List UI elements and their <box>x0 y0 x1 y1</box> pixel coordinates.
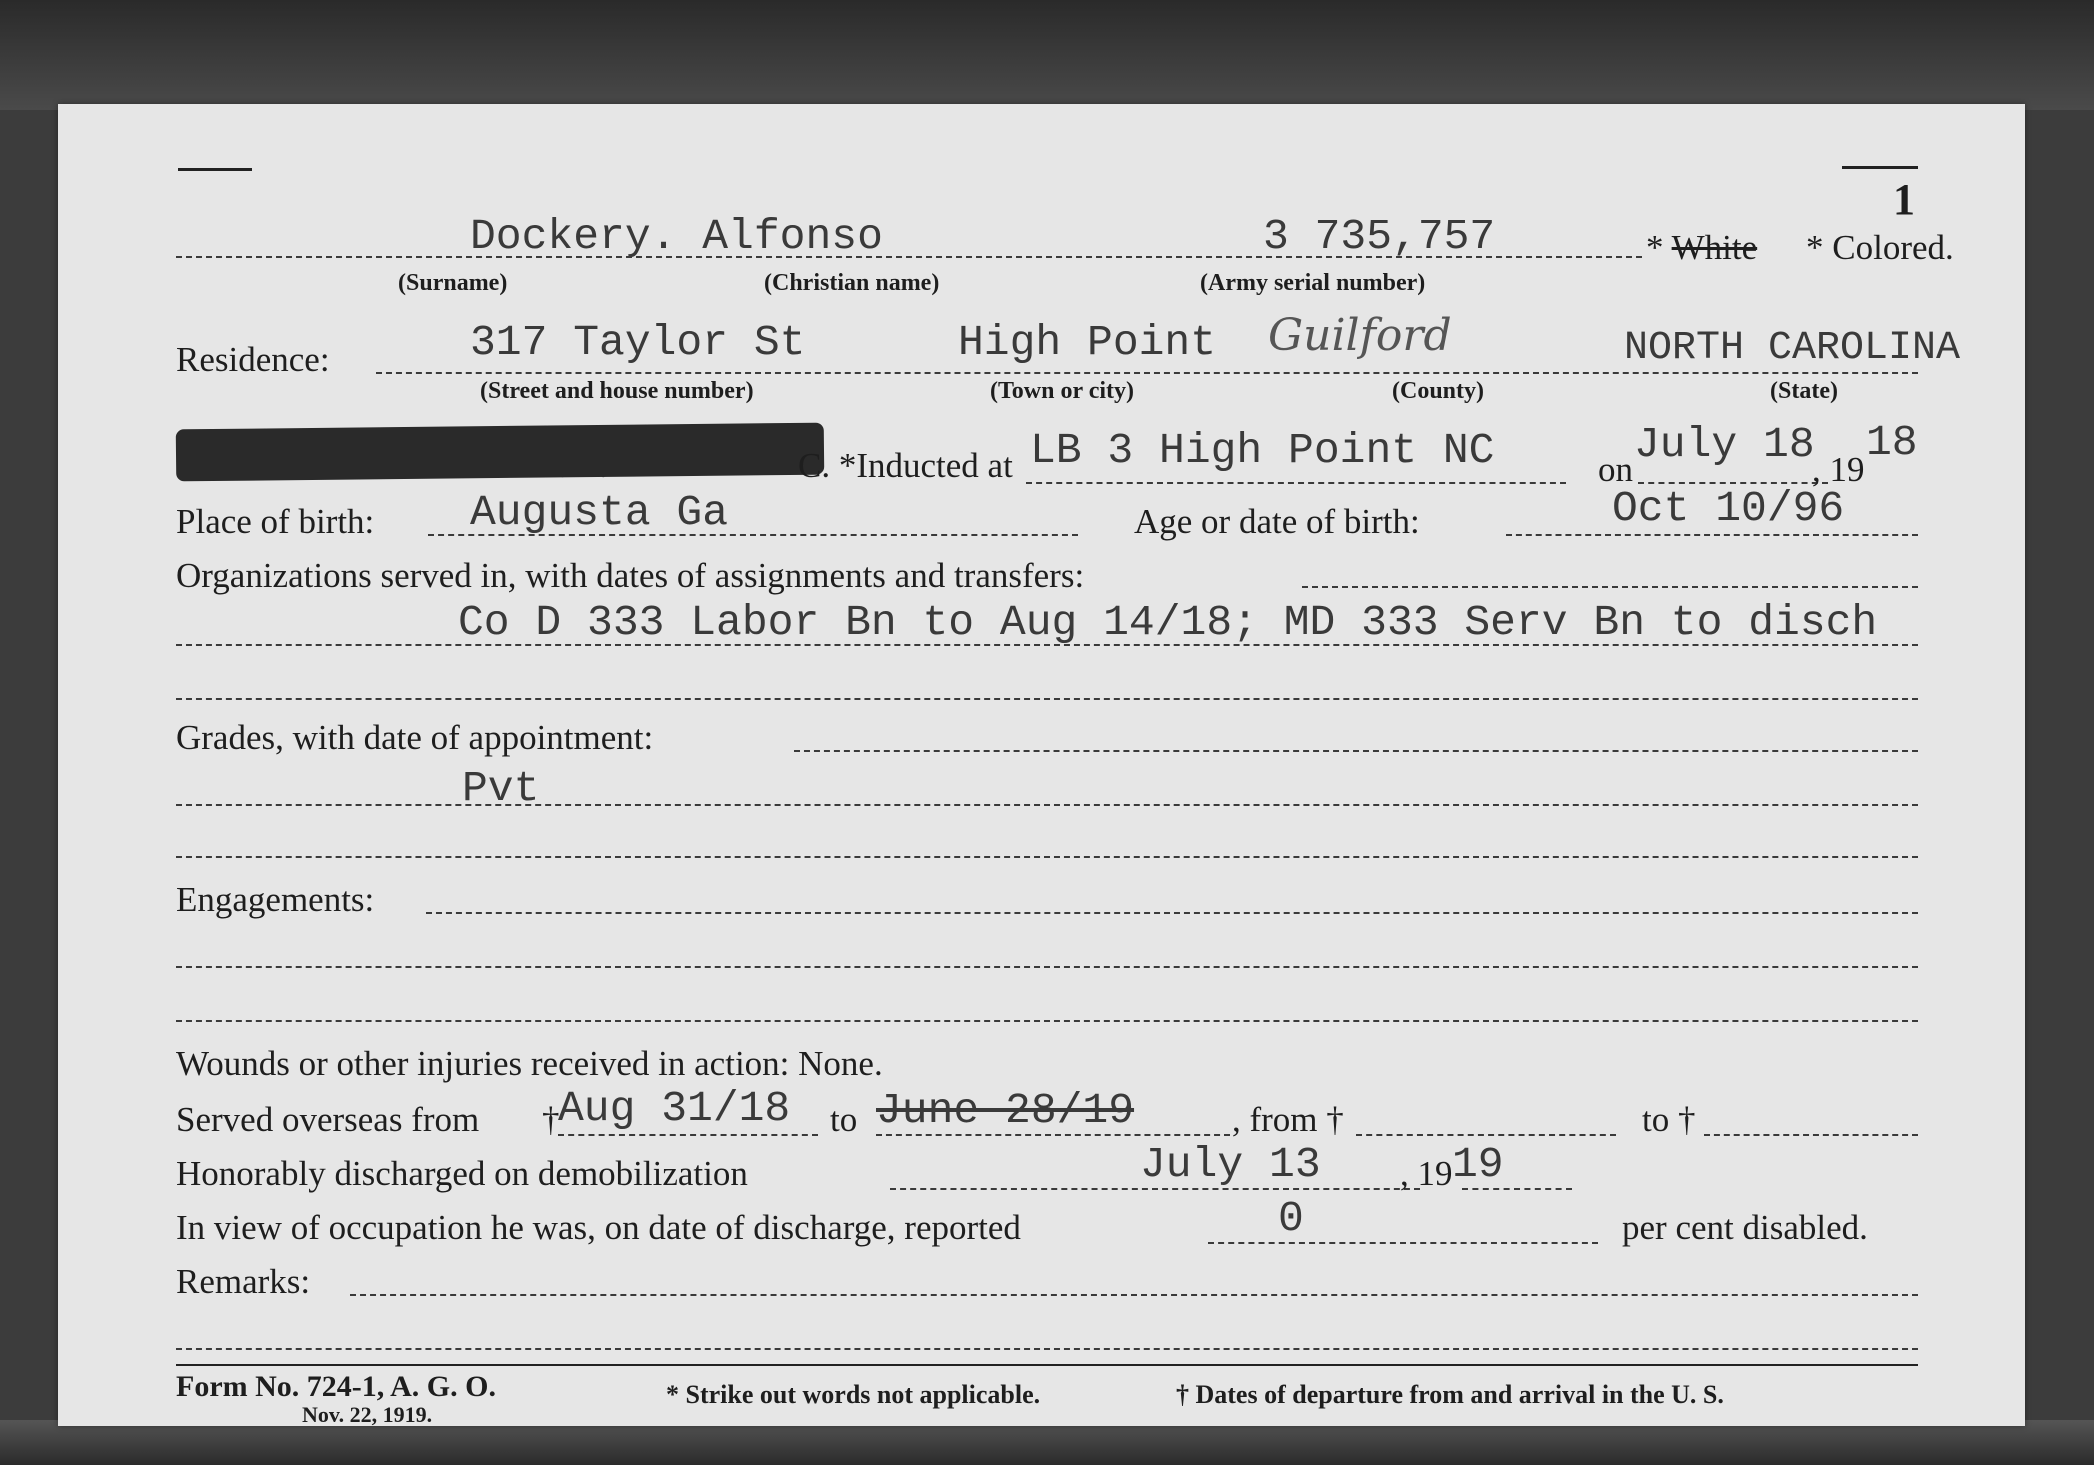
birth-place-label: Place of birth: <box>176 502 375 541</box>
overseas-to-label: to <box>830 1100 858 1139</box>
discharge-label: Honorably discharged on demobilization <box>176 1154 748 1193</box>
grades-line-2 <box>176 804 1918 806</box>
remarks-line-1 <box>350 1294 1918 1296</box>
caption-serial: (Army serial number) <box>1200 270 1426 296</box>
grades-line-3 <box>176 856 1918 858</box>
birth-date-label: Age or date of birth: <box>1134 502 1420 541</box>
birth-date: Oct 10/96 <box>1612 484 1845 533</box>
caption-christian-name: (Christian name) <box>764 270 940 296</box>
organizations-line-3 <box>176 698 1918 700</box>
overseas-to2-line <box>1704 1134 1918 1136</box>
service-record-card <box>58 104 2025 1426</box>
organizations-value: Co D 333 Labor Bn to Aug 14/18; MD 333 Serv Bn to disch <box>458 598 1878 647</box>
race-white-label: White <box>1671 228 1758 267</box>
caption-street: (Street and house number) <box>480 378 754 404</box>
caption-town: (Town or city) <box>990 378 1134 404</box>
disability-line <box>1208 1242 1598 1244</box>
wounds-label: Wounds or other injuries received in action: None. <box>176 1044 883 1083</box>
discharge-year-prefix: , 19 <box>1400 1154 1453 1193</box>
induction-on-label: on <box>1598 450 1633 489</box>
residence-line <box>376 372 1918 374</box>
remarks-label: Remarks: <box>176 1262 311 1301</box>
induction-year: 18 <box>1866 418 1918 467</box>
form-date: Nov. 22, 1919. <box>302 1402 433 1427</box>
race-marker: * <box>1646 228 1664 267</box>
note-strike-out: * Strike out words not applicable. <box>666 1380 1041 1409</box>
caption-state: (State) <box>1770 378 1838 404</box>
birth-place: Augusta Ga <box>470 488 729 537</box>
overseas-from2-label: , from † <box>1232 1100 1344 1139</box>
card-number: 1 <box>1893 175 1915 224</box>
engagements-line-2 <box>176 966 1918 968</box>
disability-value: 0 <box>1278 1194 1304 1243</box>
induction-year-prefix: , 19 <box>1812 450 1865 489</box>
induction-place: LB 3 High Point NC <box>1030 426 1495 475</box>
caption-county: (County) <box>1392 378 1485 404</box>
engagements-line-1 <box>426 912 1918 914</box>
organizations-line-1 <box>1302 586 1918 588</box>
footer-rule <box>176 1364 1918 1366</box>
birth-date-line <box>1506 534 1918 536</box>
caption-surname: (Surname) <box>398 270 508 296</box>
residence-street: 317 Taylor St <box>470 318 806 367</box>
overseas-to2-label: to † <box>1642 1100 1696 1139</box>
residence-label: Residence: <box>176 340 330 379</box>
overseas-from-date: Aug 31/18 <box>558 1084 791 1133</box>
induction-date: July 18 <box>1634 420 1815 469</box>
race-colored: * Colored. <box>1806 228 1954 267</box>
overseas-dagger: † <box>542 1100 560 1139</box>
grades-label: Grades, with date of appointment: <box>176 718 654 757</box>
top-right-rule <box>1842 166 1918 169</box>
residence-state: NORTH CAROLINA <box>1624 326 1961 371</box>
grades-line-1 <box>794 750 1918 752</box>
top-left-rule <box>178 168 252 171</box>
overseas-to-date: June 28/19 <box>876 1086 1135 1135</box>
organizations-label: Organizations served in, with dates of assignments and transfers: <box>176 556 1085 595</box>
note-dates: † Dates of departure from and arrival in the U. S. <box>1176 1380 1724 1409</box>
surname-given-value: Dockery. Alfonso <box>470 212 883 261</box>
engagements-line-3 <box>176 1020 1918 1022</box>
overseas-label: Served overseas from <box>176 1100 480 1139</box>
discharge-year: 19 <box>1452 1140 1504 1189</box>
overseas-from2-line <box>1356 1134 1616 1136</box>
race-white <box>1646 228 1757 268</box>
disability-suffix: per cent disabled. <box>1622 1208 1868 1247</box>
redaction-mark <box>176 423 825 482</box>
residence-town: High Point <box>958 318 1217 367</box>
disability-label: In view of occupation he was, on date of discharge, reported <box>176 1208 1021 1247</box>
form-number: Form No. 724-1, A. G. O. <box>176 1370 496 1403</box>
overseas-from-line <box>558 1134 818 1136</box>
scanner-background-top <box>0 0 2094 110</box>
discharge-date: July 13 <box>1140 1140 1321 1189</box>
induction-place-line <box>1026 482 1566 484</box>
engagements-label: Engagements: <box>176 880 375 919</box>
inducted-label: C. *Inducted at <box>798 446 1013 485</box>
remarks-line-2 <box>176 1348 1918 1350</box>
grades-value: Pvt <box>462 764 540 813</box>
residence-county: Guilford <box>1268 310 1452 361</box>
serial-number-value: 3 735,757 <box>1263 212 1496 261</box>
